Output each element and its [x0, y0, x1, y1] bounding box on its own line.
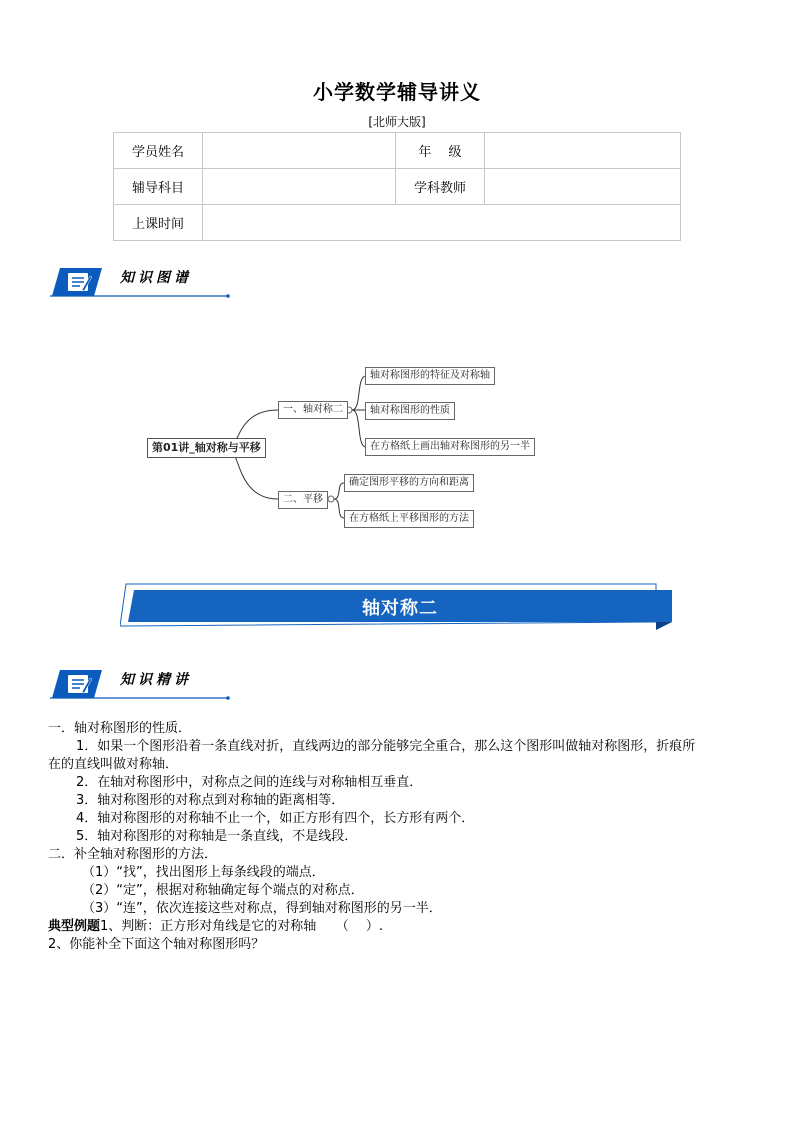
- mindmap-leaf: 轴对称图形的性质: [365, 402, 455, 420]
- heading-properties: 一．轴对称图形的性质．: [48, 721, 192, 736]
- class-time-label: 上课时间: [114, 205, 203, 241]
- knowledge-lecture-label: 知识精讲: [120, 672, 192, 688]
- method-step-2: （2）“定”，根据对称轴确定每个端点的对称点．: [82, 883, 364, 898]
- example-label: 典型例题: [48, 919, 101, 934]
- mindmap-leaf: 在方格纸上画出轴对称图形的另一半: [365, 438, 535, 456]
- paragraph-3: 3．轴对称图形的对称点到对称轴的距离相等．: [76, 793, 345, 808]
- document-title: 小学数学辅导讲义: [313, 80, 481, 104]
- method-step-1: （1）“找”，找出图形上每条线段的端点．: [82, 865, 325, 880]
- example-1-text: 1、判断：正方形对角线是它的对称轴 （ ）.: [100, 919, 384, 934]
- paragraph-1b: 在的直线叫做对称轴．: [48, 757, 179, 772]
- mindmap-leaf: 在方格纸上平移图形的方法: [344, 510, 474, 528]
- student-name-label: 学员姓名: [114, 133, 203, 169]
- mindmap-branch-axis: 一、轴对称二: [278, 401, 348, 419]
- paragraph-5: 5．轴对称图形的对称轴是一条直线，不是线段．: [76, 829, 358, 844]
- mindmap-branch-translate: 二、平移: [278, 491, 328, 509]
- mindmap-leaf: 轴对称图形的特征及对称轴: [365, 367, 495, 385]
- chapter-title: 轴对称二: [362, 598, 438, 619]
- subject-label: 辅导科目: [114, 169, 203, 205]
- teacher-label: 学科教师: [396, 169, 485, 205]
- mindmap-leaf: 确定图形平移的方向和距离: [344, 474, 474, 492]
- paragraph-2: 2．在轴对称图形中，对称点之间的连线与对称轴相互垂直．: [76, 775, 423, 790]
- example-1: [48, 918, 383, 936]
- example-2: 2、你能补全下面这个轴对称图形吗？: [48, 937, 265, 952]
- knowledge-lecture-banner: [50, 666, 250, 702]
- knowledge-map-label: 知识图谱: [120, 270, 192, 286]
- paragraph-4: 4．轴对称图形的对称轴不止一个，如正方形有四个，长方形有两个．: [76, 811, 475, 826]
- mindmap-root-node: 第01讲_轴对称与平移: [147, 438, 266, 458]
- edition-label: [北师大版]: [368, 115, 426, 129]
- method-step-3: （3）“连”，依次连接这些对称点，得到轴对称图形的另一半．: [82, 901, 442, 916]
- heading-method: 二．补全轴对称图形的方法．: [48, 847, 218, 862]
- grade-label: 年 级: [396, 133, 485, 169]
- paragraph-1a: 1．如果一个图形沿着一条直线对折，直线两边的部分能够完全重合，那么这个图形叫做轴对称图形，折痕所: [76, 739, 696, 754]
